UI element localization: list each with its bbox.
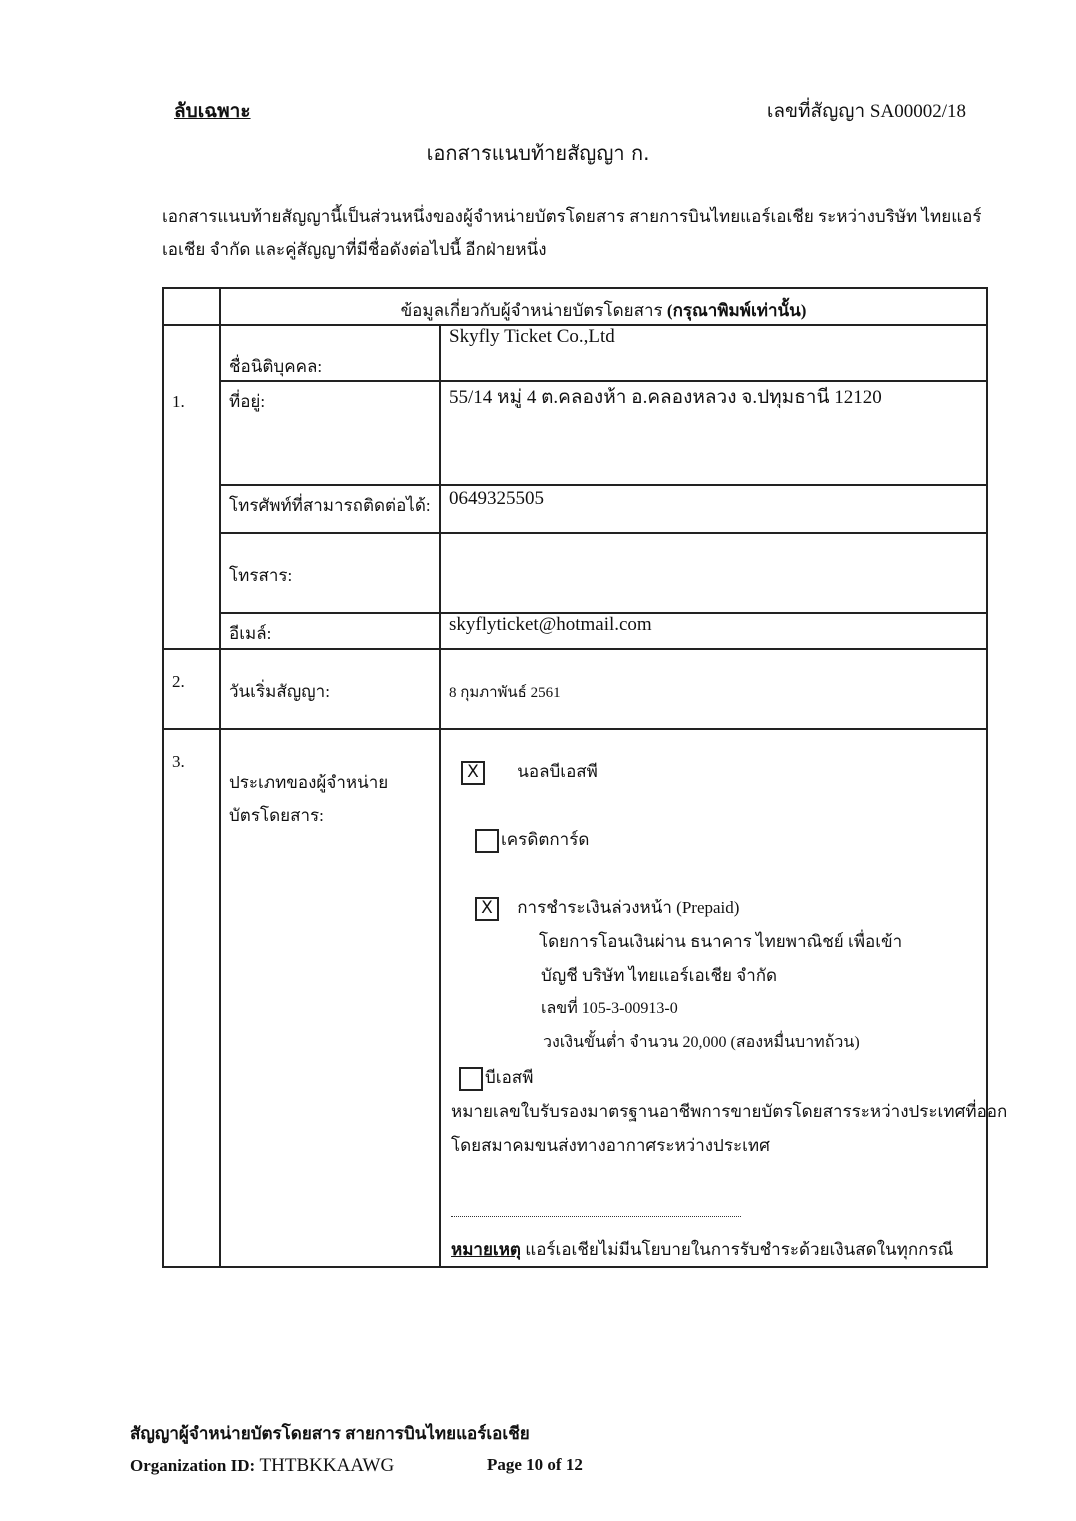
vendor-info-table bbox=[162, 287, 1008, 1268]
email-value: skyflyticket@hotmail.com bbox=[440, 613, 987, 649]
footer-contract-name: สัญญาผู้จำหน่ายบัตรโดยสาร สายการบินไทยแอร์เอเชีย bbox=[130, 1424, 530, 1443]
bsp-note-line-1: หมายเลขใบรับรองมาตรฐานอาชีพการขายบัตรโดยสารระหว่างประเทศที่ออก bbox=[451, 1102, 1008, 1121]
organization-id-label: Organization ID: bbox=[130, 1456, 256, 1475]
confidential-label: ลับเฉพาะ bbox=[174, 101, 251, 122]
bsp-note-line-2: โดยสมาคมขนส่งทางอากาศระหว่างประเทศ bbox=[451, 1136, 770, 1155]
email-label: อีเมล์: bbox=[220, 613, 440, 649]
prepaid-label: การชำระเงินล่วงหน้า (Prepaid) bbox=[517, 898, 740, 917]
bsp-label: บีเอสพี bbox=[485, 1068, 534, 1087]
intro-paragraph: เอกสารแนบท้ายสัญญานี้เป็นส่วนหนึ่งของผู้จำหน่ายบัตรโดยสาร สายการบินไทยแอร์เอเชีย ระหว่างบริษัท ไทยแอร์เอเชีย จำกัด และคู่สัญญาที่มีชื่อดังต่อไปนี้ อีกฝ่ายหนึ่ง bbox=[162, 207, 982, 259]
option-non-bsp[interactable] bbox=[461, 758, 598, 785]
footer-organization bbox=[130, 1455, 394, 1477]
company-name-label: ชื่อนิติบุคคล: bbox=[220, 325, 440, 381]
section-3-number: 3. bbox=[163, 729, 220, 1267]
organization-id-value: THTBKKAAWG bbox=[255, 1455, 395, 1476]
prepaid-detail-minimum: วงเงินขั้นต่ำ จำนวน 20,000 (สองหมื่นบาทถ้วน) bbox=[543, 1034, 860, 1051]
credit-card-checkbox[interactable] bbox=[475, 829, 499, 853]
fax-value bbox=[440, 533, 987, 613]
table-header-text: ข้อมูลเกี่ยวกับผู้จำหน่ายบัตรโดยสาร bbox=[400, 301, 667, 320]
option-credit-card[interactable] bbox=[475, 826, 589, 853]
non-bsp-checkbox[interactable]: X bbox=[461, 761, 485, 785]
section-2-number: 2. bbox=[163, 649, 220, 729]
page-number bbox=[487, 1455, 583, 1475]
start-date-label: วันเริ่มสัญญา: bbox=[220, 649, 440, 729]
credit-card-label: เครดิตการ์ด bbox=[501, 830, 590, 849]
phone-label: โทรศัพท์ที่สามารถติดต่อได้: bbox=[220, 485, 440, 533]
document-title: เอกสารแนบท้ายสัญญา ก. bbox=[426, 141, 650, 165]
page-number-text: Page 10 of 12 bbox=[487, 1455, 583, 1474]
remark-text: แอร์เอเชียไม่มีนโยบายในการรับชำระด้วยเงินสดในทุกกรณี bbox=[520, 1240, 954, 1259]
phone-value: 0649325505 bbox=[440, 485, 987, 533]
fax-label: โทรสาร: bbox=[220, 533, 440, 613]
prepaid-checkbox[interactable]: X bbox=[475, 897, 499, 921]
option-bsp[interactable] bbox=[459, 1064, 533, 1091]
contract-number: เลขที่สัญญา SA00002/18 bbox=[766, 101, 966, 122]
remark-label: หมายเหตุ bbox=[451, 1240, 521, 1259]
prepaid-detail-account: บัญชี บริษัท ไทยแอร์เอเชีย จำกัด bbox=[541, 966, 778, 985]
address-label: ที่อยู่: bbox=[220, 381, 440, 485]
header-blank-cell bbox=[163, 288, 220, 325]
vendor-type-area bbox=[441, 730, 1008, 1266]
vendor-type-options bbox=[440, 729, 1008, 1267]
company-name-value: Skyfly Ticket Co.,Ltd bbox=[440, 325, 987, 381]
bsp-checkbox[interactable] bbox=[459, 1067, 483, 1091]
address-value: 55/14 หมู่ 4 ต.คลองห้า อ.คลองหลวง จ.ปทุมธานี 12120 bbox=[440, 381, 987, 485]
non-bsp-label: นอลบีเอสพี bbox=[517, 762, 598, 781]
table-header-note: (กรุณาพิมพ์เท่านั้น) bbox=[666, 301, 807, 320]
table-header bbox=[220, 288, 987, 325]
vendor-type-label: ประเภทของผู้จำหน่ายบัตรโดยสาร: bbox=[220, 729, 440, 1267]
start-date-value: 8 กุมภาพันธ์ 2561 bbox=[440, 649, 987, 729]
option-prepaid[interactable] bbox=[475, 894, 739, 921]
prepaid-detail-bank: โดยการโอนเงินผ่าน ธนาคาร ไทยพาณิชย์ เพื่อเข้า bbox=[539, 932, 903, 951]
remark bbox=[451, 1236, 953, 1263]
bsp-number-blank-line bbox=[451, 1216, 741, 1217]
section-1-number: 1. bbox=[163, 325, 220, 649]
prepaid-detail-account-number: เลขที่ 105-3-00913-0 bbox=[541, 1000, 678, 1017]
